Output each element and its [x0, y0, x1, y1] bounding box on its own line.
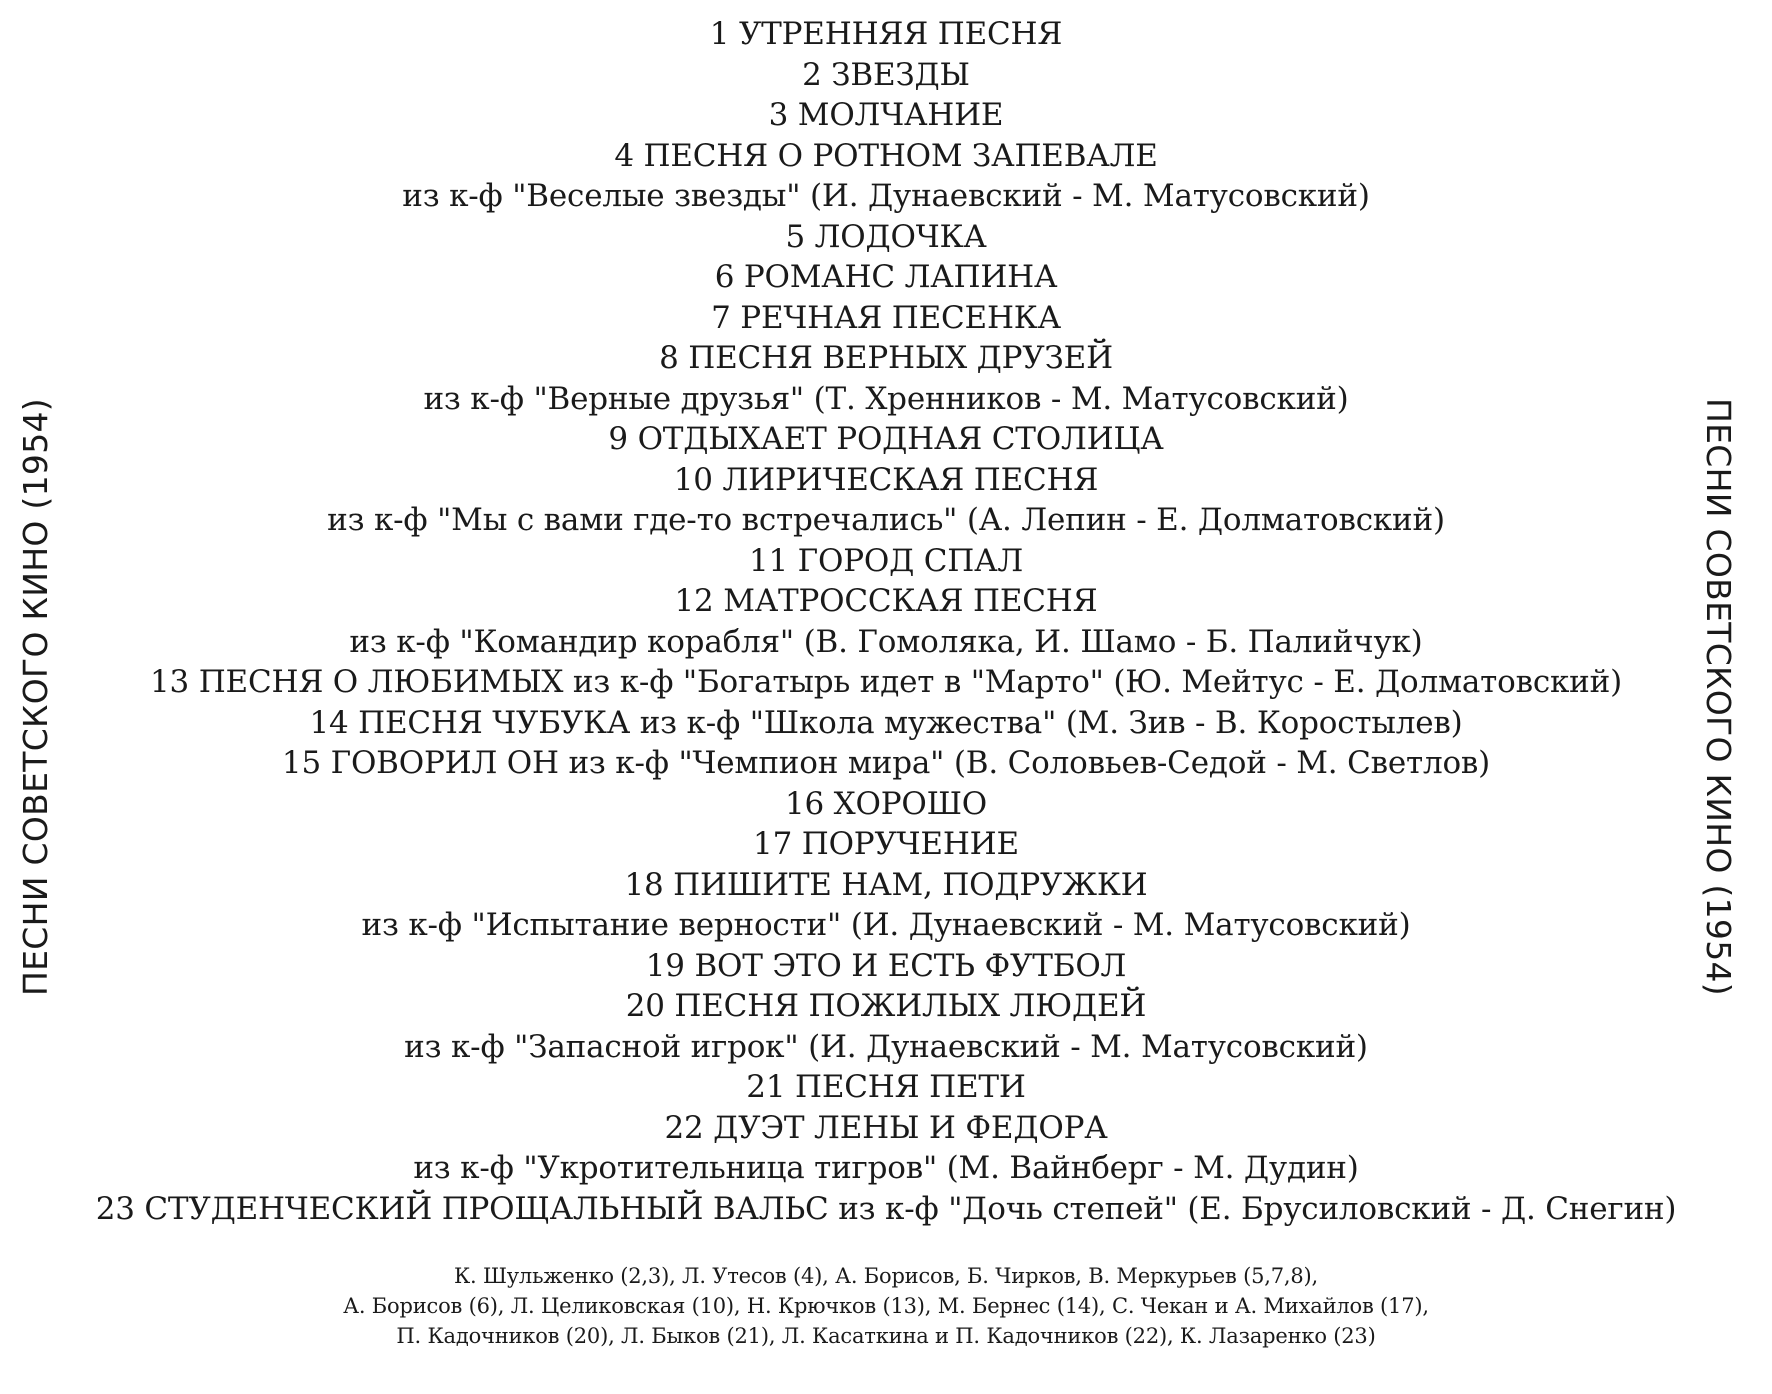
track-line: 22 ДУЭТ ЛЕНЫ И ФЕДОРА [664, 1109, 1108, 1146]
track-line: 21 ПЕСНЯ ПЕТИ [746, 1069, 1026, 1105]
track-line: 5 ЛОДОЧКА [785, 218, 987, 255]
credits-line: А. Борисов (6), Л. Целиковская (10), Н. Крючков (13), М. Бернес (14), С. Чекан и А. Михайлов (17), [343, 1294, 1429, 1318]
track-line: 12 МАТРОССКАЯ ПЕСНЯ [674, 583, 1098, 619]
track-line: 2 ЗВЕЗДЫ [802, 56, 970, 93]
track-line: 7 РЕЧНАЯ ПЕСЕНКА [711, 299, 1061, 336]
track-line: 17 ПОРУЧЕНИЕ [753, 826, 1019, 862]
track-line: 20 ПЕСНЯ ПОЖИЛЫХ ЛЮДЕЙ [625, 988, 1147, 1024]
film-credit-line: из к-ф "Испытание верности" (И. Дунаевский - М. Матусовский) [361, 907, 1411, 943]
track-line: 3 МОЛЧАНИЕ [768, 97, 1004, 133]
track-line: 23 СТУДЕНЧЕСКИЙ ПРОЩАЛЬНЫЙ ВАЛЬС из к-ф "Дочь степей" (Е. Брусиловский - Д. Снегин) [95, 1190, 1677, 1227]
track-line: 4 ПЕСНЯ О РОТНОМ ЗАПЕВАЛЕ [614, 137, 1158, 174]
spine-title-right: ПЕСНИ СОВЕТСКОГО КИНО (1954) [1699, 398, 1738, 996]
film-credit-line: из к-ф "Мы с вами где-то встречались" (А. Лепин - Е. Долматовский) [327, 502, 1445, 538]
track-line: 16 ХОРОШО [784, 785, 988, 822]
track-line: 11 ГОРОД СПАЛ [748, 542, 1024, 579]
performer-credits [100, 1261, 1672, 1351]
track-line: 13 ПЕСНЯ О ЛЮБИМЫХ из к-ф "Богатырь идет в "Марто" (Ю. Мейтус - Е. Долматовский) [150, 664, 1622, 700]
film-credit-line: из к-ф "Веселые звезды" (И. Дунаевский - М. Матусовский) [402, 178, 1370, 214]
credits-line: К. Шульженко (2,3), Л. Утесов (4), А. Борисов, Б. Чирков, В. Меркурьев (5,7,8), [454, 1264, 1318, 1288]
track-line: 9 ОТДЫХАЕТ РОДНАЯ СТОЛИЦА [608, 421, 1164, 457]
track-line: 14 ПЕСНЯ ЧУБУКА из к-ф "Школа мужества" (М. Зив - В. Коростылев) [309, 704, 1463, 741]
track-line: 15 ГОВОРИЛ ОН из к-ф "Чемпион мира" (В. Соловьев-Седой - М. Светлов) [281, 745, 1491, 781]
film-credit-line: из к-ф "Командир корабля" (В. Гомоляка, И. Шамо - Б. Палийчук) [349, 623, 1423, 660]
track-line: 6 РОМАНС ЛАПИНА [714, 259, 1058, 295]
track-line: 1 УТРЕННЯЯ ПЕСНЯ [709, 16, 1063, 52]
tracklist [60, 14, 1712, 1229]
track-line: 19 ВОТ ЭТО И ЕСТЬ ФУТБОЛ [645, 947, 1127, 984]
film-credit-line: из к-ф "Верные друзья" (Т. Хренников - М. Матусовский) [423, 380, 1349, 417]
track-line: 10 ЛИРИЧЕСКАЯ ПЕСНЯ [673, 461, 1099, 498]
film-credit-line: из к-ф "Укротительница тигров" (М. Вайнберг - М. Дудин) [413, 1150, 1359, 1186]
track-line: 18 ПИШИТЕ НАМ, ПОДРУЖКИ [624, 866, 1148, 903]
film-credit-line: из к-ф "Запасной игрок" (И. Дунаевский - М. Матусовский) [404, 1028, 1368, 1065]
spine-title-left: ПЕСНИ СОВЕТСКОГО КИНО (1954) [16, 398, 55, 996]
track-line: 8 ПЕСНЯ ВЕРНЫХ ДРУЗЕЙ [659, 340, 1113, 376]
credits-line: П. Кадочников (20), Л. Быков (21), Л. Касаткина и П. Кадочников (22), К. Лазаренко (23) [396, 1324, 1376, 1348]
